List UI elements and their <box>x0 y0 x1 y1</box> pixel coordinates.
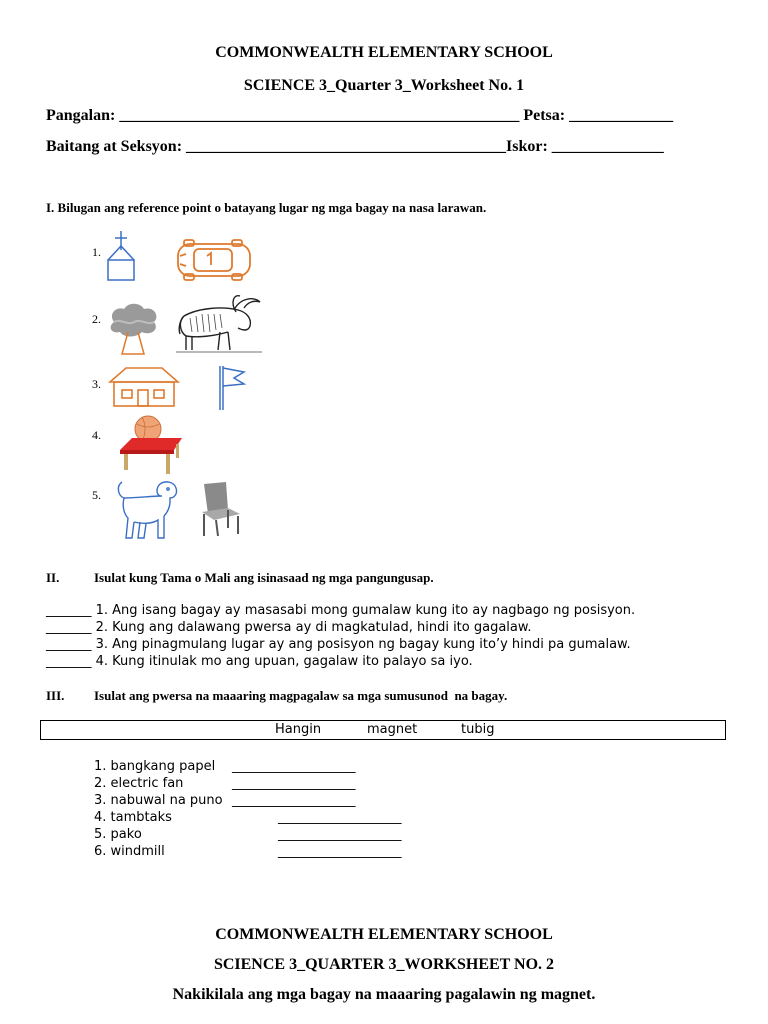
part3-item-label: 4. tambtaks <box>94 810 172 825</box>
part3-item-label: 2. electric fan <box>94 776 184 791</box>
answer-blank: ___________________ <box>232 759 356 774</box>
word-bank-word: magnet <box>367 722 418 737</box>
answer-blank: ___________________ <box>232 793 356 808</box>
part3-item-label: 3. nabuwal na puno <box>94 793 223 808</box>
part3-item-label: 1. bangkang papel <box>94 759 216 774</box>
part2-roman: II. <box>46 570 60 585</box>
statement-item: _______ 2. Kung ang dalawang pwersa ay di magkatulad, hindi ito gagalaw. <box>46 620 532 635</box>
item-number: 3. <box>92 377 101 391</box>
statement-item: _______ 3. Ang pinagmulang lugar ay ang posisyon ng bagay kung ito’y hindi pa gumalaw. <box>46 637 631 652</box>
statement-item: _______ 1. Ang isang bagay ay masasabi mong gumalaw kung ito ay nagbago ng posisyon. <box>46 603 636 618</box>
item-number: 2. <box>92 312 101 326</box>
answer-blank: ___________________ <box>278 827 402 842</box>
toy-car-icon <box>174 238 254 282</box>
worksheet-title: SCIENCE 3_Quarter 3_Worksheet No. 1 <box>243 77 525 94</box>
worksheet-2-heading: Nakikilala ang mga bagay na maaaring pagalawin ng magnet. <box>172 986 596 1003</box>
worksheet-title-2: SCIENCE 3_QUARTER 3_WORKSHEET NO. 2 <box>213 956 555 973</box>
word-bank-word: tubig <box>461 722 495 737</box>
part3-item-label: 6. windmill <box>94 844 165 859</box>
word-bank-box <box>40 720 726 740</box>
church-icon <box>104 230 138 282</box>
item-number: 1. <box>92 245 101 259</box>
dog-icon <box>112 478 180 542</box>
part3-instruction: Isulat ang pwersa na maaaring magpagalaw sa mga sumusunod na bagay. <box>94 688 508 703</box>
item-number: 5. <box>92 488 101 502</box>
part3-item-label: 5. pako <box>94 827 142 842</box>
grade-score-line: Baitang at Seksyon: ________________________________________Iskor: ______________ <box>46 138 664 155</box>
statement-item: _______ 4. Kung itinulak mo ang upuan, gagalaw ito palayo sa iyo. <box>46 654 473 669</box>
name-date-line: Pangalan: __________________________________________________ Petsa: _____________ <box>46 107 674 124</box>
school-name: COMMONWEALTH ELEMENTARY SCHOOL <box>215 44 553 61</box>
word-bank-word: Hangin <box>275 722 322 737</box>
item-number: 4. <box>92 428 101 442</box>
answer-blank: ___________________ <box>278 810 402 825</box>
flag-icon <box>214 364 248 412</box>
part2-instruction: Isulat kung Tama o Mali ang isinasaad ng mga pangungusap. <box>94 570 434 585</box>
tree-icon <box>106 300 160 356</box>
part1-instruction: I. Bilugan ang reference point o batayang lugar ng mga bagay na nasa larawan. <box>46 200 487 215</box>
chair-icon <box>196 480 244 538</box>
part3-roman: III. <box>46 688 65 703</box>
answer-blank: ___________________ <box>278 844 402 859</box>
school-name-2: COMMONWEALTH ELEMENTARY SCHOOL <box>215 926 553 943</box>
table-with-ball-icon <box>118 414 184 476</box>
answer-blank: ___________________ <box>232 776 356 791</box>
carabao-icon <box>174 292 264 354</box>
house-icon <box>106 366 182 408</box>
